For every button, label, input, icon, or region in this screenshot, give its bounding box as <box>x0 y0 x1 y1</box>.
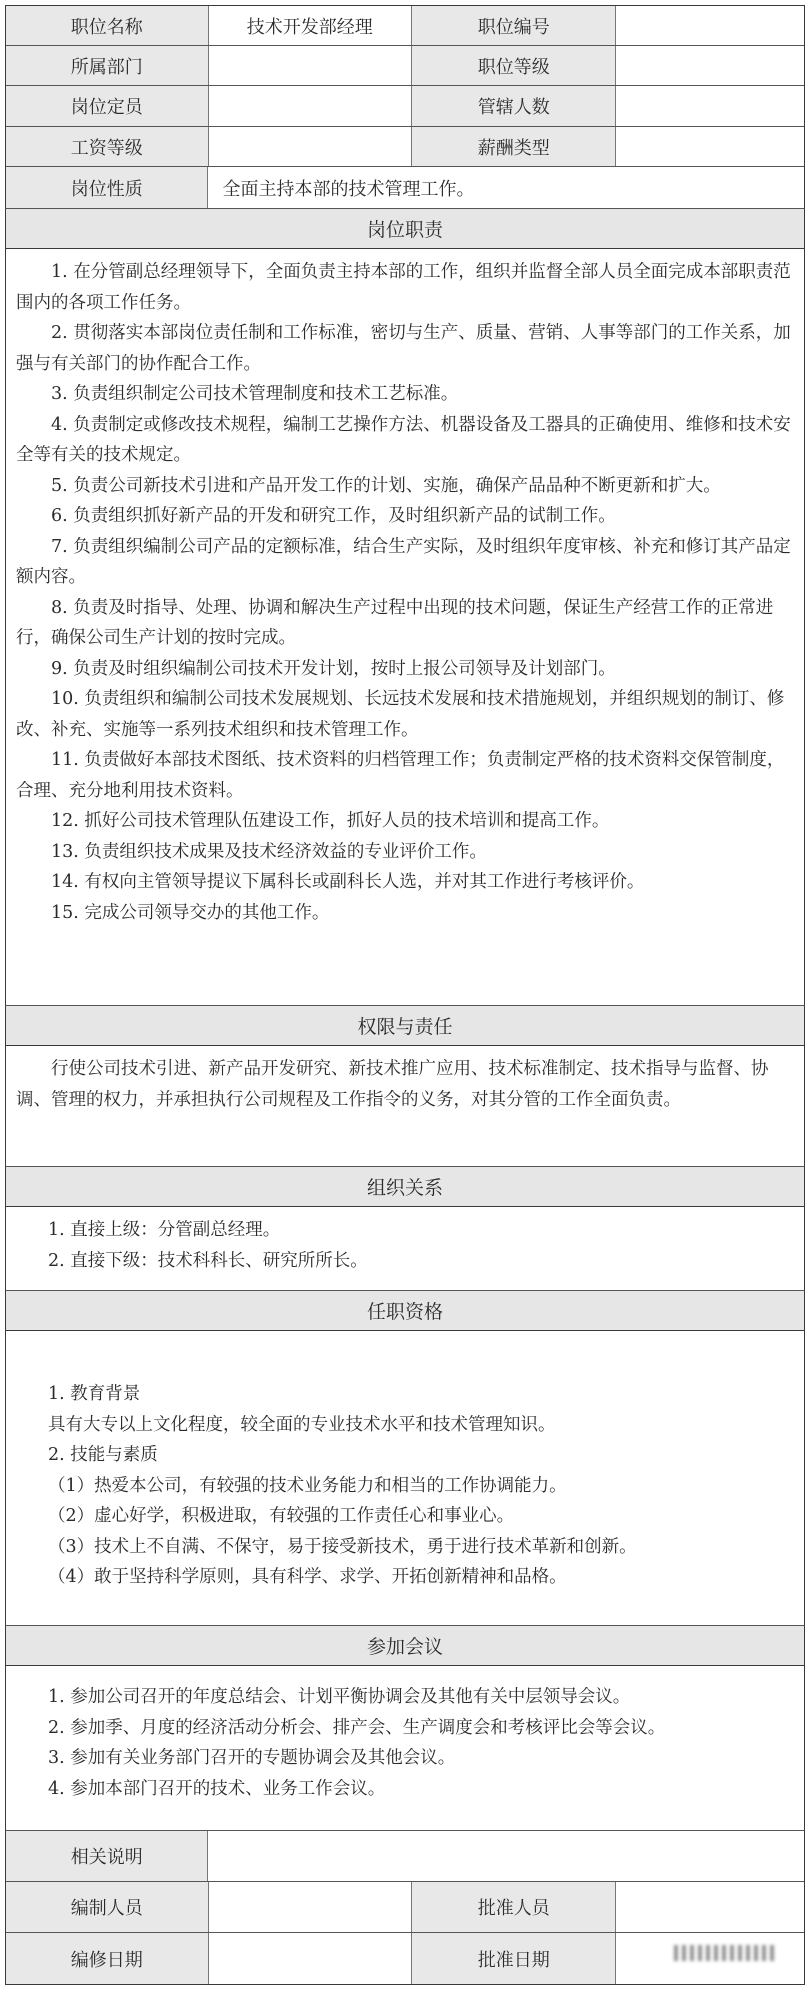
value-headcount[interactable] <box>209 86 412 126</box>
value-subordinates[interactable] <box>616 86 804 126</box>
header-row-headcount <box>6 86 804 127</box>
duties-body <box>6 249 804 1001</box>
meeting-item: 2. 参加季、月度的经济活动分析会、排产会、生产调度会和考核评比会等会议。 <box>48 1717 666 1738</box>
qualification-line: 具有大专以上文化程度，较全面的专业技术水平和技术管理知识。 <box>48 1414 556 1435</box>
meeting-item: 4. 参加本部门召开的技术、业务工作会议。 <box>48 1778 386 1799</box>
qualification-line: （1）热爱本公司，有较强的技术业务能力和相当的工作协调能力。 <box>48 1475 567 1496</box>
organization-item: 2. 直接下级：技术科科长、研究所所长。 <box>48 1250 368 1271</box>
value-position-nature: 全面主持本部的技术管理工作。 <box>208 167 804 208</box>
label-position-level: 职位等级 <box>412 46 616 85</box>
label-department: 所属部门 <box>6 46 209 85</box>
duty-item: 8. 负责及时指导、处理、协调和解决生产过程中出现的技术问题，保证生产经营工作的正常进行，确保公司生产计划的按时完成。 <box>16 597 774 648</box>
meetings-body <box>6 1666 804 1830</box>
duties-title: 岗位职责 <box>6 209 804 249</box>
organization-section <box>5 1166 805 1290</box>
value-prepared-by[interactable] <box>209 1882 412 1932</box>
footer-row-notes <box>6 1831 804 1882</box>
authority-text: 行使公司技术引进、新产品开发研究、新技术推广应用、技术标准制定、技术指导与监督、协调、管理的权力，并承担执行公司规程及工作指令的义务，对其分管的工作全面负责。 <box>16 1059 769 1110</box>
organization-item: 1. 直接上级：分管副总经理。 <box>48 1220 281 1240</box>
qualification-line: （2）虚心好学，积极进取，有较强的工作责任心和事业心。 <box>48 1506 515 1526</box>
job-description-document <box>5 5 805 1985</box>
label-salary-grade: 工资等级 <box>6 127 209 166</box>
label-pay-type: 薪酬类型 <box>412 127 616 166</box>
authority-section <box>5 1005 805 1166</box>
value-position-name[interactable]: 技术开发部经理 <box>209 6 412 45</box>
label-revision-date: 编修日期 <box>6 1933 209 1984</box>
label-approved-by: 批准人员 <box>412 1882 616 1932</box>
label-notes: 相关说明 <box>6 1831 208 1881</box>
qualification-line: 2. 技能与素质 <box>48 1445 158 1465</box>
authority-body <box>6 1046 804 1166</box>
meeting-item: 3. 参加有关业务部门召开的专题协调会及其他会议。 <box>48 1748 456 1768</box>
qualifications-body <box>6 1331 804 1625</box>
value-revision-date[interactable] <box>209 1933 412 1984</box>
value-approved-by[interactable] <box>616 1882 804 1932</box>
label-position-code: 职位编号 <box>412 6 616 45</box>
header-row-salary <box>6 127 804 167</box>
duties-section <box>5 208 805 1001</box>
meetings-section <box>5 1625 805 1830</box>
label-prepared-by: 编制人员 <box>6 1882 209 1932</box>
watermark-icon <box>674 1945 774 1961</box>
duty-item: 1. 在分管副总经理领导下，全面负责主持本部的工作，组织并监督全部人员全面完成本部职责范围内的各项工作任务。 <box>16 262 791 313</box>
header-row-position-name <box>6 6 804 46</box>
qualifications-section <box>5 1290 805 1625</box>
header-row-department <box>6 46 804 86</box>
header-row-nature <box>6 167 804 208</box>
value-salary-grade[interactable] <box>209 127 412 166</box>
duty-item: 7. 负责组织编制公司产品的定额标准，结合生产实际，及时组织年度审核、补充和修订其产品定额内容。 <box>16 536 791 587</box>
duty-item: 4. 负责制定或修改技术规程，编制工艺操作方法、机器设备及工器具的正确使用、维修和技术安全等有关的技术规定。 <box>16 414 791 465</box>
duty-item: 9. 负责及时组织编制公司技术开发计划，按时上报公司领导及计划部门。 <box>51 658 616 679</box>
duty-item: 12. 抓好公司技术管理队伍建设工作，抓好人员的技术培训和提高工作。 <box>51 811 610 831</box>
value-position-level[interactable] <box>616 46 804 85</box>
label-subordinates: 管辖人数 <box>412 86 616 126</box>
duty-item: 6. 负责组织抓好新产品的开发和研究工作，及时组织新产品的试制工作。 <box>51 506 616 526</box>
value-pay-type[interactable] <box>616 127 804 166</box>
qualification-line: （4）敢于坚持科学原则，具有科学、求学、开拓创新精神和品格。 <box>48 1567 567 1587</box>
label-approval-date: 批准日期 <box>412 1933 616 1984</box>
value-position-code[interactable] <box>616 6 804 45</box>
qualification-line: 1. 教育背景 <box>48 1384 141 1404</box>
qualification-line: （3）技术上不自满、不保守，易于接受新技术，勇于进行技术革新和创新。 <box>48 1536 637 1557</box>
meeting-item: 1. 参加公司召开的年度总结会、计划平衡协调会及其他有关中层领导会议。 <box>48 1687 631 1707</box>
organization-title: 组织关系 <box>6 1167 804 1207</box>
label-headcount: 岗位定员 <box>6 86 209 126</box>
footer-row-dates <box>6 1933 804 1984</box>
duty-item: 2. 贯彻落实本部岗位责任制和工作标准，密切与生产、质量、营销、人事等部门的工作关系，加强与有关部门的协作配合工作。 <box>16 323 791 374</box>
organization-body <box>6 1207 804 1290</box>
value-approval-date[interactable] <box>616 1933 804 1984</box>
authority-title: 权限与责任 <box>6 1006 804 1046</box>
duty-item: 13. 负责组织技术成果及技术经济效益的专业评价工作。 <box>51 841 487 862</box>
value-notes[interactable] <box>208 1831 804 1881</box>
header-table <box>5 5 805 208</box>
duty-item: 15. 完成公司领导交办的其他工作。 <box>51 902 330 923</box>
footer-table <box>5 1830 805 1985</box>
value-department[interactable] <box>209 46 412 85</box>
duty-item: 11. 负责做好本部技术图纸、技术资料的归档管理工作；负责制定严格的技术资料交保管制度，合理、充分地利用技术资料。 <box>16 750 785 801</box>
meetings-title: 参加会议 <box>6 1626 804 1666</box>
duty-item: 5. 负责公司新技术引进和产品开发工作的计划、实施，确保产品品种不断更新和扩大。 <box>51 475 721 496</box>
footer-row-personnel <box>6 1882 804 1933</box>
duty-item: 14. 有权向主管领导提议下属科长或副科长人选，并对其工作进行考核评价。 <box>51 872 645 892</box>
duty-item: 10. 负责组织和编制公司技术发展规划、长远技术发展和技术措施规划，并组织规划的制订、修改、补充、实施等一系列技术组织和技术管理工作。 <box>16 689 785 740</box>
qualifications-title: 任职资格 <box>6 1291 804 1331</box>
duty-item: 3. 负责组织制定公司技术管理制度和技术工艺标准。 <box>51 384 459 404</box>
label-position-name: 职位名称 <box>6 6 209 45</box>
label-position-nature: 岗位性质 <box>6 167 208 208</box>
